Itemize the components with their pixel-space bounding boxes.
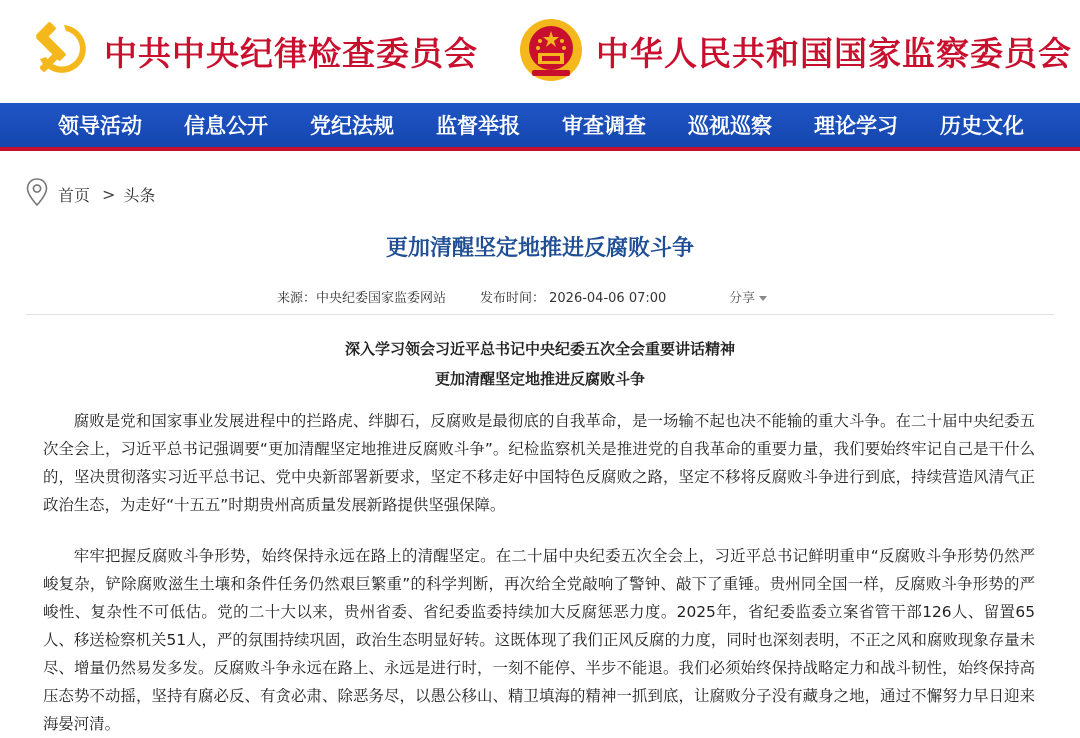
share-button[interactable] xyxy=(729,287,767,306)
article-source: 来源：中央纪委国家监委网站 xyxy=(277,291,447,306)
nav-item-theory[interactable]: 理论学习 xyxy=(814,113,898,138)
caret-down-icon xyxy=(759,296,767,301)
breadcrumb-separator: > xyxy=(102,184,116,204)
nav-item-regulations[interactable]: 党纪法规 xyxy=(310,113,394,138)
article-paragraph-2: 牢牢把握反腐败斗争形势，始终保持永远在路上的清醒坚定。在二十届中央纪委五次全会上，习近平总书记鲜明重申“反腐败斗争形势仍然严峻复杂，铲除腐败滋生土壤和条件任务仍然艰巨繁重”的科学判断，再次给全党敲响了警钟、敲下了重锤。贵州同全国一样，反腐败斗争形势的严峻性、复杂性不可低估。党的二十大以来，贵州省委、省纪委监委持续加大反腐惩恶力度。2025年，省纪委监委立案省管干部126人、留置65人、移送检察机关51人，严的氛围持续巩固，政治生态明显好转。这既体现了我们正风反腐的力度，同时也深刻表明，不正之风和腐败现象存量未尽、增量仍然易发多发。反腐败斗争永远在路上、永远是进行时，一刻不能停、半步不能退。我们必须始终保持战略定力和战斗韧性，始终保持高压态势不动摇，坚持有腐必反、有贪必肃、除恶务尽，以愚公移山、精卫填海的精神一抓到底，让腐败分子没有藏身之地，通过不懈努力早日迎来海晏河清。 xyxy=(43,547,1035,733)
article-subhead-2: 更加清醒坚定地推进反腐败斗争 xyxy=(434,370,645,388)
article-paragraph-1: 腐败是党和国家事业发展进程中的拦路虎、绊脚石，反腐败是最彻底的自我革命，是一场输不起也决不能输的重大斗争。在二十届中央纪委五次全会上，习近平总书记强调要“更加清醒坚定地推进反腐败斗争”。纪检监察机关是推进党的自我革命的重要力量，我们要始终牢记自己是干什么的，坚决贯彻落实习近平总书记、党中央新部署新要求，坚定不移走好中国特色反腐败之路，坚定不移将反腐败斗争进行到底，持续营造风清气正政治生态，为走好“十五五”时期贵州高质量发展新路提供坚强保障。 xyxy=(43,412,1035,514)
site-header xyxy=(0,0,1080,103)
national-emblem-icon xyxy=(518,17,584,87)
hammer-sickle-icon xyxy=(30,19,92,85)
breadcrumb-current[interactable]: 头条 xyxy=(123,185,156,205)
nav-item-history[interactable]: 历史文化 xyxy=(940,113,1024,138)
nav-item-leadership[interactable]: 领导活动 xyxy=(58,113,142,138)
share-label: 分享 xyxy=(729,291,756,306)
main-nav xyxy=(0,103,1080,151)
nav-item-report[interactable]: 监督举报 xyxy=(436,113,520,138)
nav-item-investigation[interactable]: 审查调查 xyxy=(562,113,646,138)
article-meta xyxy=(0,287,1080,307)
nav-item-inspection[interactable]: 巡视巡察 xyxy=(688,113,772,138)
location-pin-icon xyxy=(26,178,48,210)
divider xyxy=(26,314,1054,315)
nsc-brand[interactable] xyxy=(518,0,1072,103)
ccdi-brand[interactable] xyxy=(30,0,478,103)
article-publish-time: 发布时间： 2026-04-06 07:00 xyxy=(480,291,667,306)
breadcrumb xyxy=(26,178,155,210)
article-title: 更加清醒坚定地推进反腐败斗争 xyxy=(385,236,694,261)
nsc-title: 中华人民共和国国家监察委员会 xyxy=(596,34,1072,73)
ccdi-title: 中共中央纪律检查委员会 xyxy=(104,34,478,73)
article-subhead-1: 深入学习领会习近平总书记中央纪委五次全会重要讲话精神 xyxy=(344,340,735,358)
nav-item-info[interactable]: 信息公开 xyxy=(184,113,268,138)
breadcrumb-home[interactable]: 首页 xyxy=(58,185,91,205)
